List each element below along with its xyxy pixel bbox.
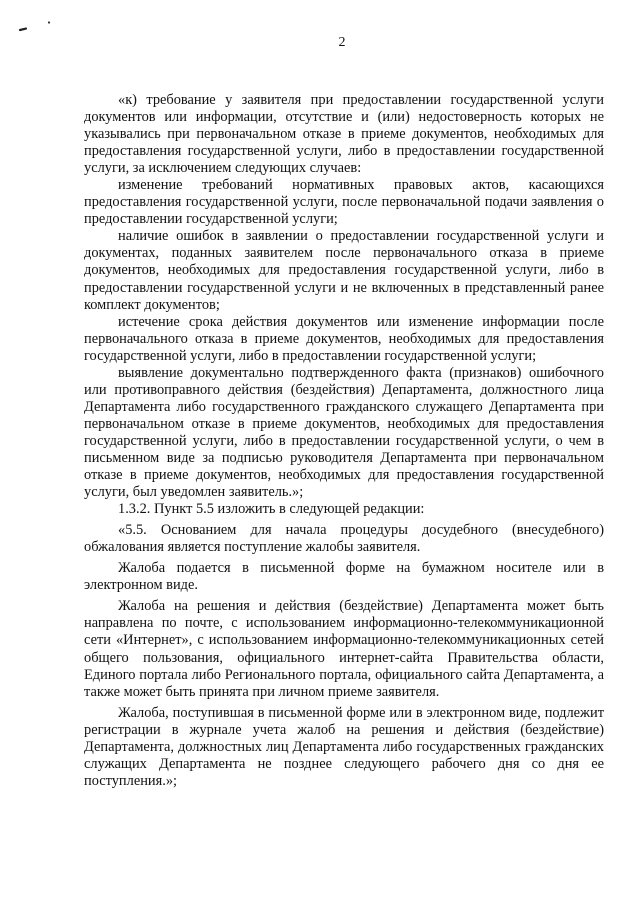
scan-artifact-marks: [18, 20, 68, 34]
scan-mark-dot: [48, 21, 50, 23]
paragraph-legal-change: изменение требований нормативных правовых актов, касающихся предоставления государственной услуги, после первоначальной подачи заявления о предоставлении государственной услуги;: [84, 177, 604, 228]
paragraph-application-errors: наличие ошибок в заявлении о предоставлении государственной услуги и документах, поданных заявителем после первоначального отказа в приеме документов, необходимых для предоставления государственной услуги, либо в предоставлении государственной услуги и не включенных в представленный ранее комплект документов;: [84, 228, 604, 313]
document-body: [84, 92, 604, 790]
scan-mark-dash: [20, 29, 26, 30]
paragraph-complaint-registration: Жалоба, поступившая в письменной форме или в электронном виде, подлежит регистрации в журнале учета жалоб на решения и действия (бездействие) Департамента, должностных лиц Департамента либо государственных гражданских служащих Департамента не позднее следующего рабочего дня со дня ее поступления.»;: [84, 704, 604, 789]
paragraph-5-5-grounds: «5.5. Основанием для начала процедуры досудебного (внесудебного) обжалования является поступление жалобы заявителя.: [84, 522, 604, 556]
paragraph-complaint-channels: Жалоба на решения и действия (бездействие) Департамента может быть направлена по почте, с использованием информационно-телекоммуникационной сети «Интернет», с использованием информационно-телекоммуникационных сетей общего пользования, официального интернет-сайта Правительства области, Единого портала либо Регионального портала, официального сайта Департамента, а также может быть принята при личном приеме заявителя.: [84, 598, 604, 700]
paragraph-erroneous-action: выявление документально подтвержденного факта (признаков) ошибочного или противоправного действия (бездействия) Департамента, должностного лица Департамента либо государственного гражданского служащего Департамента при первоначальном отказе в приеме документов, необходимых для предоставления государственной услуги, либо в предоставлении государственной услуги, о чем в письменном виде за подписью руководителя Департамента при первоначальном отказе в приеме документов, необходимых для предоставления государственной услуги, был уведомлен заявитель.»;: [84, 364, 604, 501]
paragraph-complaint-form: Жалоба подается в письменной форме на бумажном носителе или в электронном виде.: [84, 560, 604, 594]
paragraph-clause-1-3-2: 1.3.2. Пункт 5.5 изложить в следующей редакции:: [118, 501, 425, 518]
paragraph-document-expiry: истечение срока действия документов или изменение информации после первоначального отказа в приеме документов, необходимых для предоставления государственной услуги, либо в предоставлении государственной услуги;: [84, 313, 604, 364]
page-number: 2: [338, 35, 346, 50]
paragraph-k-requirement: «к) требование у заявителя при предоставлении государственной услуги документов или информации, отсутствие и (или) недостоверность которых не указывались при первоначальном отказе в приеме документов, необходимых для предоставления государственной услуги, либо в предоставлении государственной услуги, за исключением следующих случаев:: [84, 92, 604, 177]
